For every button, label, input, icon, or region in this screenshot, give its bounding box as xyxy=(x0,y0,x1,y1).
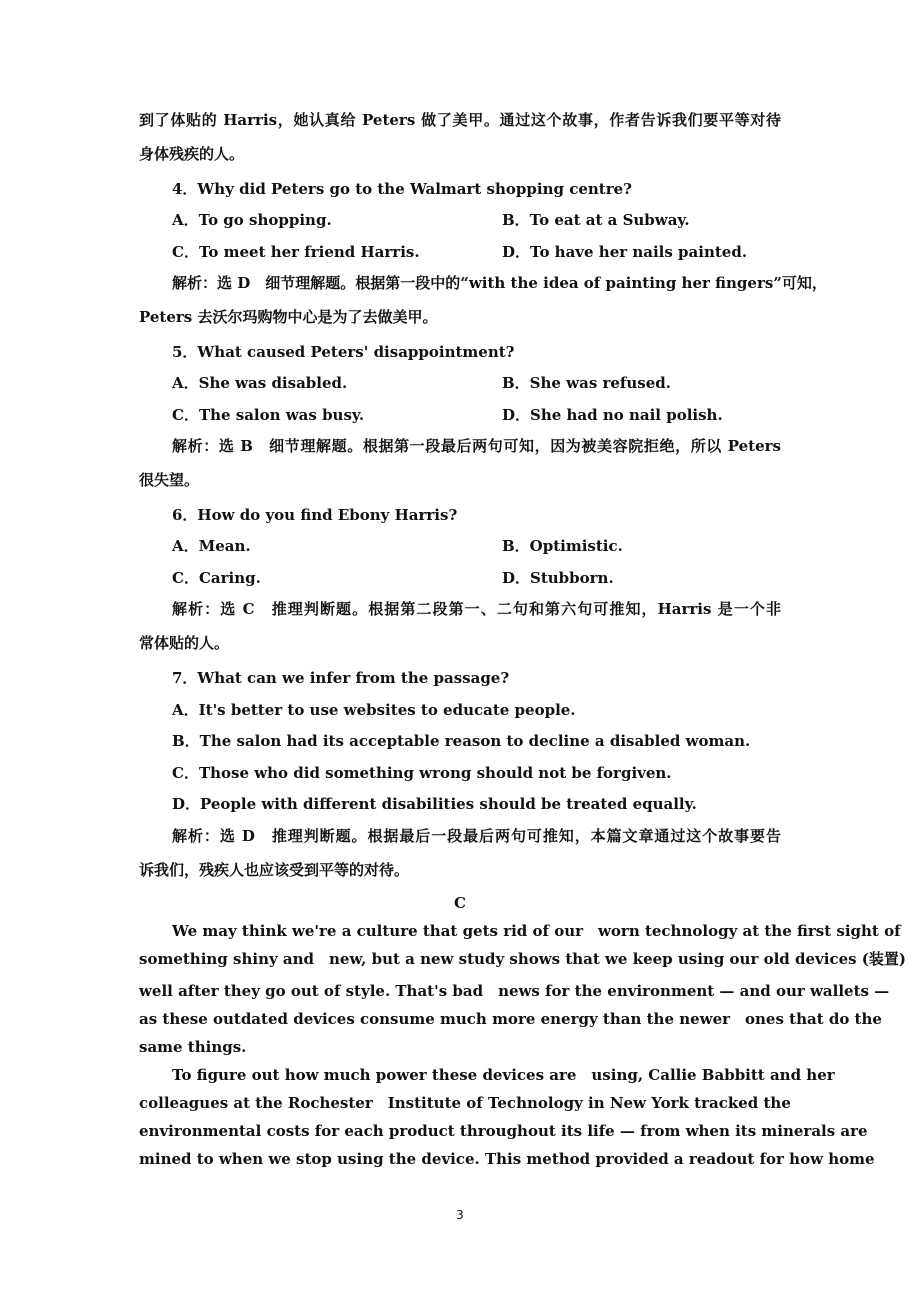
paragraph-line: same things. xyxy=(139,1038,247,1056)
paragraph-line: something shiny and new, but a new study shows that we keep using our old devices (装置) xyxy=(139,950,906,968)
option-5c: C．The salon was busy. xyxy=(172,406,365,424)
text-line: 到了体贴的 Harris，她认真给 Peters 做了美甲。通过这个故事，作者告诉我们要平等对待 xyxy=(139,111,781,129)
answer-6-cont: 常体贴的人。 xyxy=(139,634,230,652)
answer-7-cont: 诉我们，残疾人也应该受到平等的对待。 xyxy=(139,861,410,879)
option-5d: D．She had no nail polish. xyxy=(502,406,723,424)
page-number: 3 xyxy=(456,1208,464,1222)
option-5a: A．She was disabled. xyxy=(172,374,348,392)
question-7: 7．What can we infer from the passage? xyxy=(172,669,510,687)
option-5b: B．She was refused. xyxy=(502,374,671,392)
answer-5-cont: 很失望。 xyxy=(139,471,200,489)
option-7a: A．It's better to use websites to educate people. xyxy=(172,701,576,719)
answer-4: 解析：选 D 细节理解题。根据第一段中的“with the idea of painting her fingers”可知， xyxy=(172,274,827,292)
paragraph-line: as these outdated devices consume much more energy than the newer ones that do the xyxy=(139,1010,882,1028)
question-5: 5．What caused Peters' disappointment? xyxy=(172,343,515,361)
option-6d: D．Stubborn. xyxy=(502,569,614,587)
option-6c: C．Caring. xyxy=(172,569,261,587)
question-6: 6．How do you find Ebony Harris? xyxy=(172,506,458,524)
paragraph-line: mined to when we stop using the device. This method provided a readout for how home xyxy=(139,1150,875,1168)
paragraph-line: We may think we're a culture that gets rid of our worn technology at the first sight of xyxy=(172,922,901,940)
answer-4-cont: Peters 去沃尔玛购物中心是为了去做美甲。 xyxy=(139,308,438,326)
option-4b: B．To eat at a Subway. xyxy=(502,211,690,229)
paragraph-line: colleagues at the Rochester Institute of Technology in New York tracked the xyxy=(139,1094,791,1112)
answer-7: 解析：选 D 推理判断题。根据最后一段最后两句可推知，本篇文章通过这个故事要告 xyxy=(172,827,781,845)
option-6b: B．Optimistic. xyxy=(502,537,623,555)
paragraph-line: well after they go out of style. That's bad news for the environment — and our wallets — xyxy=(139,982,890,1000)
option-7c: C．Those who did something wrong should not be forgiven. xyxy=(172,764,672,782)
answer-5: 解析：选 B 细节理解题。根据第一段最后两句可知，因为被美容院拒绝，所以 Peters xyxy=(172,437,781,455)
option-4a: A．To go shopping. xyxy=(172,211,332,229)
paragraph-line: environmental costs for each product throughout its life — from when its minerals are xyxy=(139,1122,868,1140)
option-4c: C．To meet her friend Harris. xyxy=(172,243,420,261)
option-4d: D．To have her nails painted. xyxy=(502,243,748,261)
text-line: 身体残疾的人。 xyxy=(139,145,245,163)
question-4: 4．Why did Peters go to the Walmart shopping centre? xyxy=(172,180,632,198)
option-6a: A．Mean. xyxy=(172,537,251,555)
section-heading: C xyxy=(454,894,466,912)
answer-6: 解析：选 C 推理判断题。根据第二段第一、二句和第六句可推知，Harris 是一个非 xyxy=(172,600,781,618)
option-7b: B．The salon had its acceptable reason to decline a disabled woman. xyxy=(172,732,751,750)
paragraph-line: To figure out how much power these devices are using, Callie Babbitt and her xyxy=(172,1066,835,1084)
option-7d: D．People with different disabilities should be treated equally. xyxy=(172,795,697,813)
